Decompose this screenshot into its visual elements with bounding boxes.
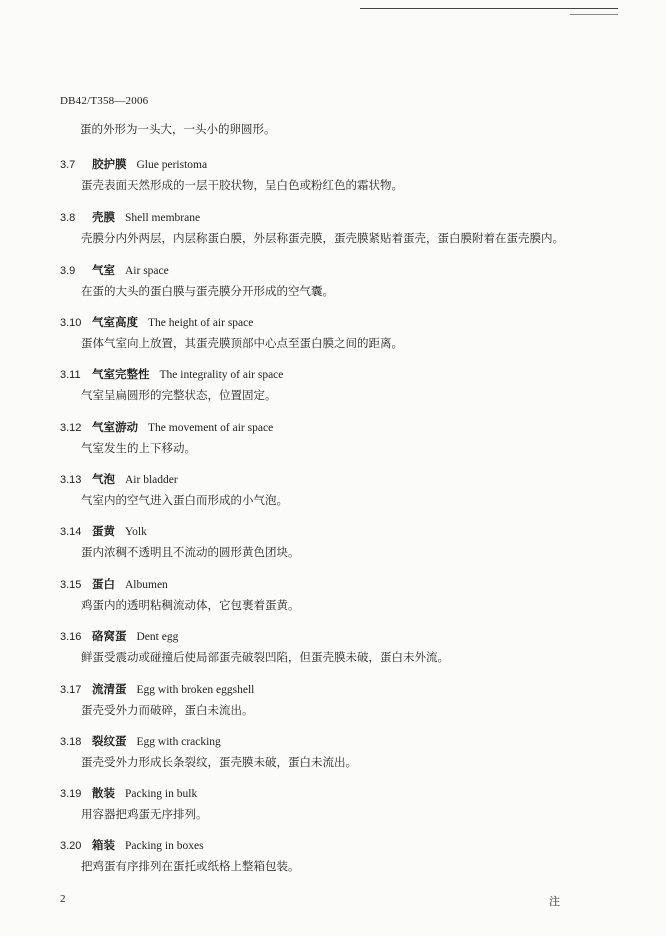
entry-number: 3.13: [60, 474, 82, 486]
entry-number: 3.12: [60, 422, 82, 434]
entry-definition: 气室发生的上下移动。: [81, 441, 196, 455]
corner-mark: 注: [549, 895, 560, 908]
entry-term: 气室高度: [92, 315, 138, 329]
entry-heading: [60, 628, 620, 645]
entry-term: 散装: [92, 786, 115, 800]
entry-term: 气室游动: [92, 420, 138, 434]
entry-heading: [60, 209, 620, 226]
definition-entry: [60, 209, 620, 246]
entry-number: 3.15: [60, 579, 82, 591]
header-rule: [360, 8, 618, 9]
entry-heading: [60, 314, 620, 331]
definition-entry: [60, 523, 620, 560]
entry-term: 硌窝蛋: [92, 629, 127, 643]
entry-term: 气泡: [92, 472, 115, 486]
entry-definition: 蛋壳受外力形成长条裂纹，蛋壳膜未破，蛋白未流出。: [81, 755, 357, 769]
entry-number: 3.18: [60, 736, 82, 748]
entry-english-term: Air bladder: [125, 474, 178, 486]
definition-entry: [60, 785, 620, 822]
entry-definition: 在蛋的大头的蛋白膜与蛋壳膜分开形成的空气囊。: [81, 284, 334, 298]
entry-heading: [60, 576, 620, 593]
definition-entry: [60, 471, 620, 508]
entry-heading: [60, 785, 620, 802]
entry-english-term: Albumen: [125, 579, 168, 591]
entry-number: 3.10: [60, 317, 82, 329]
entry-english-term: Egg with broken eggshell: [136, 684, 255, 696]
entry-heading: [60, 837, 620, 854]
entry-number: 3.8: [60, 212, 76, 224]
page-number: 2: [60, 893, 66, 905]
entry-english-term: Glue peristoma: [136, 159, 208, 171]
entry-definition: 壳膜分内外两层，内层称蛋白膜，外层称蛋壳膜，蛋壳膜紧贴着蛋壳，蛋白膜附着在蛋壳膜内。: [81, 231, 564, 245]
entry-term: 壳膜: [92, 210, 115, 224]
definition-entry: [60, 837, 620, 874]
entry-definition: 蛋壳表面天然形成的一层干胶状物，呈白色或粉红色的霜状物。: [81, 178, 403, 192]
entry-term: 蛋白: [92, 577, 115, 591]
entry-number: 3.20: [60, 840, 82, 852]
entry-definition: 鸡蛋内的透明粘稠流动体，它包裹着蛋黄。: [81, 598, 300, 612]
entry-term: 箱装: [92, 838, 115, 852]
entry-heading: [60, 262, 620, 279]
definition-entry: [60, 419, 620, 456]
entry-english-term: Packing in bulk: [125, 788, 198, 800]
entry-term: 裂纹蛋: [92, 734, 127, 748]
entry-english-term: Shell membrane: [125, 212, 201, 224]
entry-english-term: Packing in boxes: [125, 840, 204, 852]
entry-heading: [60, 471, 620, 488]
entry-term: 胶护膜: [92, 157, 127, 171]
entry-number: 3.19: [60, 788, 82, 800]
entry-english-term: Egg with cracking: [136, 736, 221, 748]
entry-term: 蛋黄: [92, 524, 115, 538]
definition-entry: [60, 576, 620, 613]
definition-entry: [60, 314, 620, 351]
entry-term: 气室: [92, 263, 115, 277]
entry-english-term: Yolk: [125, 526, 147, 538]
entry-english-term: Dent egg: [136, 631, 179, 643]
entry-number: 3.11: [60, 369, 81, 381]
entry-heading: [60, 523, 620, 540]
entry-number: 3.17: [60, 684, 82, 696]
entry-definition: 气室呈扁圆形的完整状态，位置固定。: [81, 388, 277, 402]
definition-entry: [60, 366, 620, 403]
entry-definition: 蛋体气室向上放置，其蛋壳膜顶部中心点至蛋白膜之间的距离。: [81, 336, 403, 350]
definition-entry: [60, 628, 620, 665]
entry-heading: [60, 733, 620, 750]
entry-number: 3.16: [60, 631, 82, 643]
header-rule-accent: [570, 14, 618, 15]
entry-heading: [60, 366, 620, 383]
entry-definition: 把鸡蛋有序排列在蛋托或纸格上整箱包装。: [81, 859, 300, 873]
definition-entry: [60, 733, 620, 770]
entry-heading: [60, 156, 620, 173]
entry-english-term: The integrality of air space: [159, 369, 284, 381]
intro-text: 蛋的外形为一头大，一头小的卵圆形。: [80, 122, 276, 136]
entry-english-term: Air space: [125, 265, 169, 277]
entry-definition: 蛋内浓稠不透明且不流动的圆形黄色团块。: [81, 545, 300, 559]
definition-entry: [60, 681, 620, 718]
entry-definition: 用容器把鸡蛋无序排列。: [81, 807, 208, 821]
definition-entry: [60, 262, 620, 299]
entry-english-term: The movement of air space: [148, 422, 274, 434]
entry-definition: 鲜蛋受震动或碰撞后使局部蛋壳破裂凹陷，但蛋壳膜未破，蛋白未外流。: [81, 650, 449, 664]
entry-heading: [60, 419, 620, 436]
entry-english-term: The height of air space: [148, 317, 254, 329]
entry-definition: 气室内的空气进入蛋白而形成的小气泡。: [81, 493, 288, 507]
entry-number: 3.14: [60, 526, 82, 538]
document-code: DB42/T358—2006: [60, 95, 149, 107]
entry-definition: 蛋壳受外力而破碎，蛋白未流出。: [81, 703, 254, 717]
entry-term: 气室完整性: [92, 367, 150, 381]
definition-entry: [60, 156, 620, 193]
entry-heading: [60, 681, 620, 698]
entry-term: 流清蛋: [92, 682, 127, 696]
entry-number: 3.7: [60, 159, 76, 171]
entry-number: 3.9: [60, 265, 76, 277]
